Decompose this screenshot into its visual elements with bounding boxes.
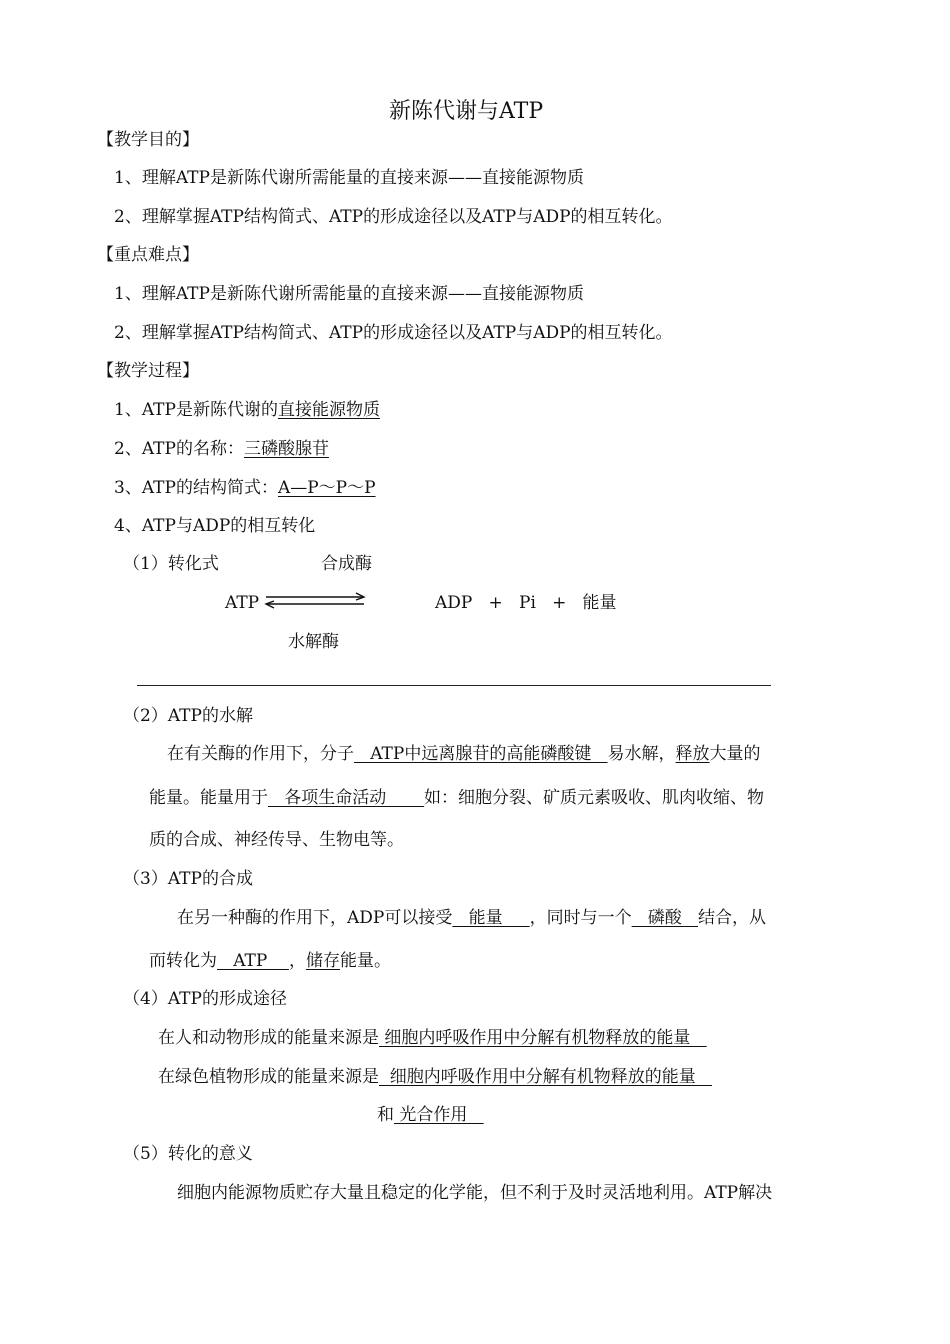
process-item-3	[114, 477, 376, 499]
horizontal-rule	[137, 685, 771, 686]
item-text: 2、ATP的名称：	[114, 439, 244, 459]
reversible-arrow-icon	[260, 591, 370, 611]
text: ，	[288, 951, 306, 971]
process-heading: 【教学过程】	[97, 361, 199, 381]
answer-blank: 各项生命活动	[268, 788, 425, 808]
text: 在人和动物形成的能量来源是	[158, 1028, 379, 1048]
reaction-left: ATP	[225, 593, 260, 613]
objectives-heading: 【教学目的】	[97, 130, 199, 150]
text: 在有关酶的作用下，分子	[167, 744, 354, 764]
text: 如：细胞分裂、矿质元素吸收、肌肉收缩、物	[424, 788, 765, 808]
answer-blank: 储存	[305, 951, 340, 971]
answer-blank: 直接能源物质	[277, 400, 380, 420]
pathway-line-1	[158, 1027, 707, 1049]
text: ，同时与一个	[529, 908, 632, 928]
process-item-1	[114, 399, 380, 421]
hydrolysis-line-1	[167, 743, 761, 765]
enzyme-top-label: 合成酶	[321, 554, 372, 574]
item-text: 1、ATP是新陈代谢的	[114, 400, 278, 420]
item-text: 3、ATP的结构简式：	[114, 478, 278, 498]
answer-blank: 释放	[675, 744, 710, 764]
significance-line-1: 细胞内能源物质贮存大量且稳定的化学能，但不利于及时灵活地利用。ATP解决	[177, 1183, 773, 1203]
answer-blank: ATP	[217, 951, 289, 971]
pathway-line-2	[158, 1066, 712, 1088]
text: 和	[377, 1105, 394, 1125]
text: 能量。能量用于	[149, 788, 268, 808]
page-title: 新陈代谢与ATP	[389, 99, 544, 124]
synthesis-line-1	[177, 907, 766, 929]
process-item-4: 4、ATP与ADP的相互转化	[114, 516, 316, 536]
hydrolysis-line-3: 质的合成、神经传导、生物电等。	[149, 830, 404, 850]
answer-blank: 光合作用	[394, 1105, 484, 1125]
objective-item: 2、理解掌握ATP结构简式、ATP的形成途径以及ATP与ADP的相互转化。	[114, 207, 673, 227]
objective-item: 1、理解ATP是新陈代谢所需能量的直接来源——直接能源物质	[114, 168, 584, 188]
answer-blank: 三磷酸腺苷	[243, 439, 329, 459]
synthesis-label: （3）ATP的合成	[123, 869, 253, 889]
keypoint-item: 2、理解掌握ATP结构简式、ATP的形成途径以及ATP与ADP的相互转化。	[114, 323, 673, 343]
significance-label: （5）转化的意义	[123, 1144, 253, 1164]
text: 在另一种酶的作用下，ADP可以接受	[177, 908, 453, 928]
text: 大量的	[709, 744, 761, 764]
answer-blank: 细胞内呼吸作用中分解有机物释放的能量	[379, 1067, 713, 1087]
answer-blank: 能量	[452, 908, 530, 928]
answer-blank: 磷酸	[631, 908, 699, 928]
keypoints-heading: 【重点难点】	[97, 245, 199, 265]
answer-blank: 细胞内呼吸作用中分解有机物释放的能量	[379, 1028, 707, 1048]
reaction-right: ADP + Pi + 能量	[435, 593, 617, 613]
text: 而转化为	[149, 951, 217, 971]
synthesis-line-2	[149, 950, 391, 972]
keypoint-item: 1、理解ATP是新陈代谢所需能量的直接来源——直接能源物质	[114, 284, 584, 304]
enzyme-bottom-label: 水解酶	[288, 632, 339, 652]
hydrolysis-line-2	[149, 787, 764, 809]
text: 易水解，	[607, 744, 676, 764]
process-item-2	[114, 438, 329, 460]
answer-blank: ATP中远离腺苷的高能磷酸键	[354, 744, 608, 764]
answer-blank: A—P～P～P	[277, 478, 376, 498]
conversion-label: （1）转化式	[123, 554, 219, 574]
text: 能量。	[339, 951, 391, 971]
hydrolysis-label: （2）ATP的水解	[123, 706, 253, 726]
pathway-line-3	[377, 1104, 484, 1126]
text: 结合，从	[698, 908, 767, 928]
text: 在绿色植物形成的能量来源是	[158, 1067, 379, 1087]
pathway-label: （4）ATP的形成途径	[123, 989, 287, 1009]
